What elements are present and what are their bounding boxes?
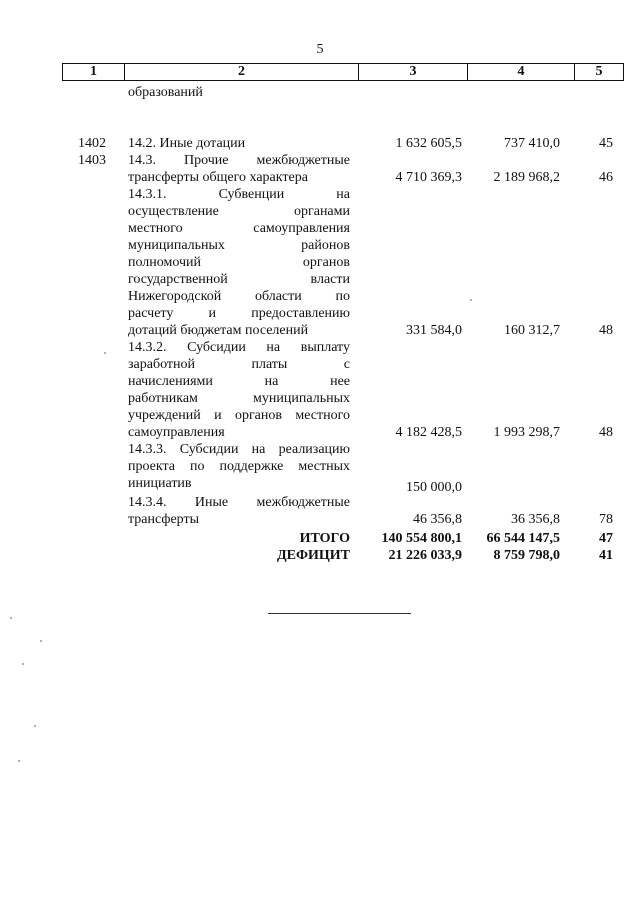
row-description-line: учреждений и органов местного bbox=[128, 408, 350, 423]
row-code: 1402 bbox=[78, 136, 106, 151]
column-header-1: 1 bbox=[63, 64, 125, 80]
column-header-4: 4 bbox=[468, 64, 575, 80]
row-actual-value: 160 312,7 bbox=[504, 323, 560, 338]
row-percent-value: 78 bbox=[599, 512, 613, 527]
deficit-actual-value: 8 759 798,0 bbox=[493, 548, 560, 563]
total-actual-value: 66 544 147,5 bbox=[486, 531, 560, 546]
row-percent-value: 45 bbox=[599, 136, 613, 151]
row-description-line: осуществление органами bbox=[128, 204, 350, 219]
row-description-line: 14.3. Прочие межбюджетные bbox=[128, 153, 350, 168]
row-description-line: трансферты bbox=[128, 512, 200, 527]
page-number: 5 bbox=[316, 42, 324, 57]
deficit-label: ДЕФИЦИТ bbox=[276, 548, 350, 563]
row-actual-value: 737 410,0 bbox=[504, 136, 560, 151]
row-plan-value: 331 584,0 bbox=[406, 323, 462, 338]
row-percent-value: 48 bbox=[599, 323, 613, 338]
scan-speck bbox=[470, 299, 472, 301]
scan-speck bbox=[40, 640, 42, 642]
continuation-text: образований bbox=[128, 85, 203, 100]
row-percent-value: 46 bbox=[599, 170, 613, 185]
total-percent-value: 47 bbox=[599, 531, 613, 546]
total-plan-value: 140 554 800,1 bbox=[381, 531, 462, 546]
row-plan-value: 1 632 605,5 bbox=[395, 136, 462, 151]
row-description-line: расчету и предоставлению bbox=[128, 306, 350, 321]
row-description-line: проекта по поддержке местных bbox=[128, 459, 350, 474]
row-description-line: 14.3.1. Субвенции на bbox=[128, 187, 350, 202]
deficit-percent-value: 41 bbox=[599, 548, 613, 563]
row-description-line: полномочий органов bbox=[128, 255, 350, 270]
row-actual-value: 1 993 298,7 bbox=[493, 425, 560, 440]
row-description-line: работникам муниципальных bbox=[128, 391, 350, 406]
row-description-line: трансферты общего характера bbox=[128, 170, 308, 185]
row-plan-value: 46 356,8 bbox=[413, 512, 462, 527]
row-plan-value: 4 710 369,3 bbox=[395, 170, 462, 185]
column-header-2: 2 bbox=[125, 64, 359, 80]
table-header-row bbox=[62, 63, 624, 81]
scan-speck bbox=[34, 725, 36, 727]
row-actual-value: 36 356,8 bbox=[511, 512, 560, 527]
row-description-line: инициатив bbox=[128, 476, 192, 491]
row-description-line: 14.3.3. Субсидии на реализацию bbox=[128, 442, 350, 457]
row-description-line: заработной платы с bbox=[128, 357, 350, 372]
row-description-line: дотаций бюджетам поселений bbox=[128, 323, 309, 338]
scan-speck bbox=[22, 663, 24, 665]
scan-speck bbox=[104, 352, 106, 354]
row-description-line: местного самоуправления bbox=[128, 221, 350, 236]
column-header-3: 3 bbox=[359, 64, 468, 80]
row-description-line: начислениями на нее bbox=[128, 374, 350, 389]
row-code: 1403 bbox=[78, 153, 106, 168]
row-plan-value: 4 182 428,5 bbox=[395, 425, 462, 440]
row-description-line: государственной власти bbox=[128, 272, 350, 287]
row-description-line: 14.3.4. Иные межбюджетные bbox=[128, 495, 350, 510]
deficit-plan-value: 21 226 033,9 bbox=[388, 548, 462, 563]
row-description-line: 14.3.2. Субсидии на выплату bbox=[128, 340, 350, 355]
total-label: ИТОГО bbox=[299, 531, 350, 546]
row-percent-value: 48 bbox=[599, 425, 613, 440]
scan-speck bbox=[10, 617, 12, 619]
row-description-line: 14.2. Иные дотации bbox=[128, 136, 246, 151]
row-plan-value: 150 000,0 bbox=[406, 480, 462, 495]
row-description-line: самоуправления bbox=[128, 425, 225, 440]
scan-speck bbox=[18, 760, 20, 762]
end-rule bbox=[268, 613, 411, 614]
column-header-5: 5 bbox=[595, 64, 603, 79]
row-actual-value: 2 189 968,2 bbox=[493, 170, 560, 185]
row-description-line: Нижегородской области по bbox=[128, 289, 350, 304]
row-description-line: муниципальных районов bbox=[128, 238, 350, 253]
